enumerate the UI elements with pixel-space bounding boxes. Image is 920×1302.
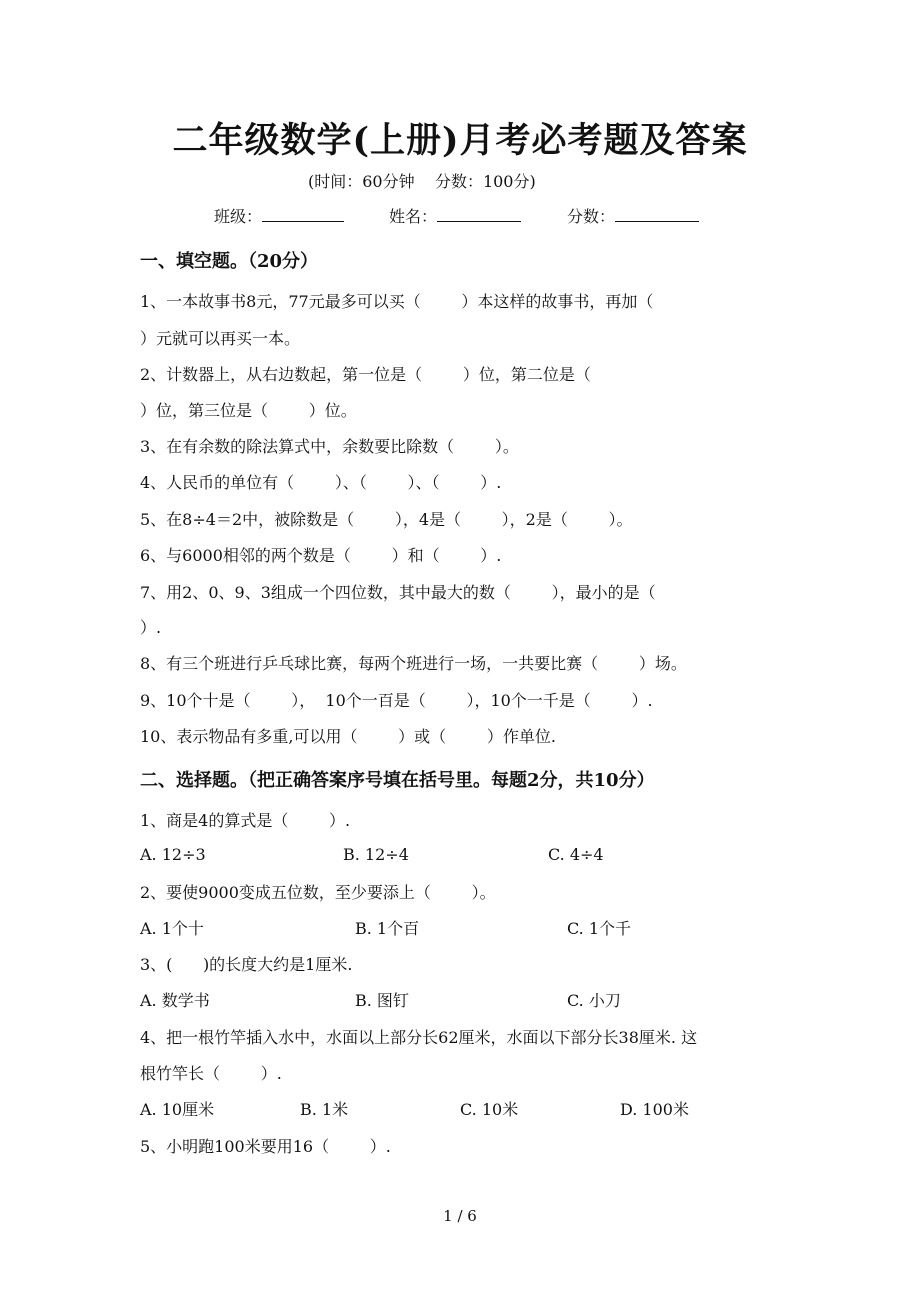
option-c: C. 1个千 bbox=[567, 919, 632, 938]
option-b: B. 12÷4 bbox=[343, 845, 409, 864]
class-blank bbox=[262, 207, 344, 222]
option-c: C. 4÷4 bbox=[548, 845, 604, 864]
name-label: 姓名： bbox=[389, 207, 438, 226]
question-line: ）元就可以再买一本。 bbox=[140, 329, 301, 348]
question-line: ）. bbox=[140, 618, 162, 637]
score-blank bbox=[615, 207, 699, 222]
option-a: A. 12÷3 bbox=[140, 845, 206, 864]
option-a: A. 10厘米 bbox=[140, 1100, 215, 1119]
option-b: B. 1米 bbox=[300, 1100, 349, 1119]
question-stem: 5、小明跑100米要用16（ ）. bbox=[140, 1137, 391, 1156]
option-a: A. 数学书 bbox=[140, 991, 210, 1010]
class-field bbox=[214, 204, 344, 227]
option-c: C. 小刀 bbox=[567, 991, 621, 1010]
question-line: 6、与6000相邻的两个数是（ ）和（ ）. bbox=[140, 546, 502, 565]
question-line: 7、用2、0、9、3组成一个四位数，其中最大的数（ ），最小的是（ bbox=[140, 583, 656, 602]
question-line: 1、一本故事书8元，77元最多可以买（ ）本这样的故事书，再加（ bbox=[140, 292, 654, 311]
section1-heading: 一、填空题。（20分） bbox=[140, 251, 319, 272]
page-number: 1 / 6 bbox=[443, 1207, 477, 1225]
score-label: 分数： bbox=[567, 207, 616, 226]
section2-heading: 二、选择题。（把正确答案序号填在括号里。每题2分，共10分） bbox=[140, 770, 655, 791]
question-line: 8、有三个班进行乒乓球比赛，每两个班进行一场，一共要比赛（ ）场。 bbox=[140, 654, 687, 673]
option-b: B. 1个百 bbox=[355, 919, 420, 938]
score-field bbox=[567, 204, 699, 227]
question-line: ）位，第三位是（ ）位。 bbox=[140, 401, 357, 420]
page-title: 二年级数学(上册)月考必考题及答案 bbox=[172, 120, 748, 161]
question-line: 5、在8÷4＝2中，被除数是（ ），4是（ ），2是（ ）。 bbox=[140, 510, 633, 529]
question-line: 2、计数器上，从右边数起，第一位是（ ）位，第二位是（ bbox=[140, 365, 591, 384]
question-line: 4、人民币的单位有（ ）、（ ）、（ ）. bbox=[140, 473, 502, 492]
question-line: 10、表示物品有多重,可以用（ ）或（ ）作单位. bbox=[140, 727, 556, 746]
option-b: B. 图钉 bbox=[355, 991, 409, 1010]
question-line: 3、在有余数的除法算式中，余数要比除数（ ）。 bbox=[140, 437, 519, 456]
option-a: A. 1个十 bbox=[140, 919, 204, 938]
name-field bbox=[389, 204, 521, 227]
name-blank bbox=[437, 207, 521, 222]
question-stem: 1、商是4的算式是（ ）. bbox=[140, 811, 351, 830]
question-stem: 3、( )的长度大约是1厘米. bbox=[140, 955, 353, 974]
option-d: D. 100米 bbox=[620, 1100, 689, 1119]
class-label: 班级： bbox=[214, 207, 263, 226]
question-stem: 2、要使9000变成五位数，至少要添上（ ）。 bbox=[140, 883, 496, 902]
question-line: 9、10个十是（ ）， 10个一百是（ ），10个一千是（ ）. bbox=[140, 691, 653, 710]
exam-subtitle: (时间：60分钟 分数：100分) bbox=[308, 172, 536, 191]
question-stem: 根竹竿长（ ）. bbox=[140, 1064, 282, 1083]
option-c: C. 10米 bbox=[460, 1100, 519, 1119]
question-stem: 4、把一根竹竿插入水中，水面以上部分长62厘米，水面以下部分长38厘米. 这 bbox=[140, 1028, 698, 1047]
